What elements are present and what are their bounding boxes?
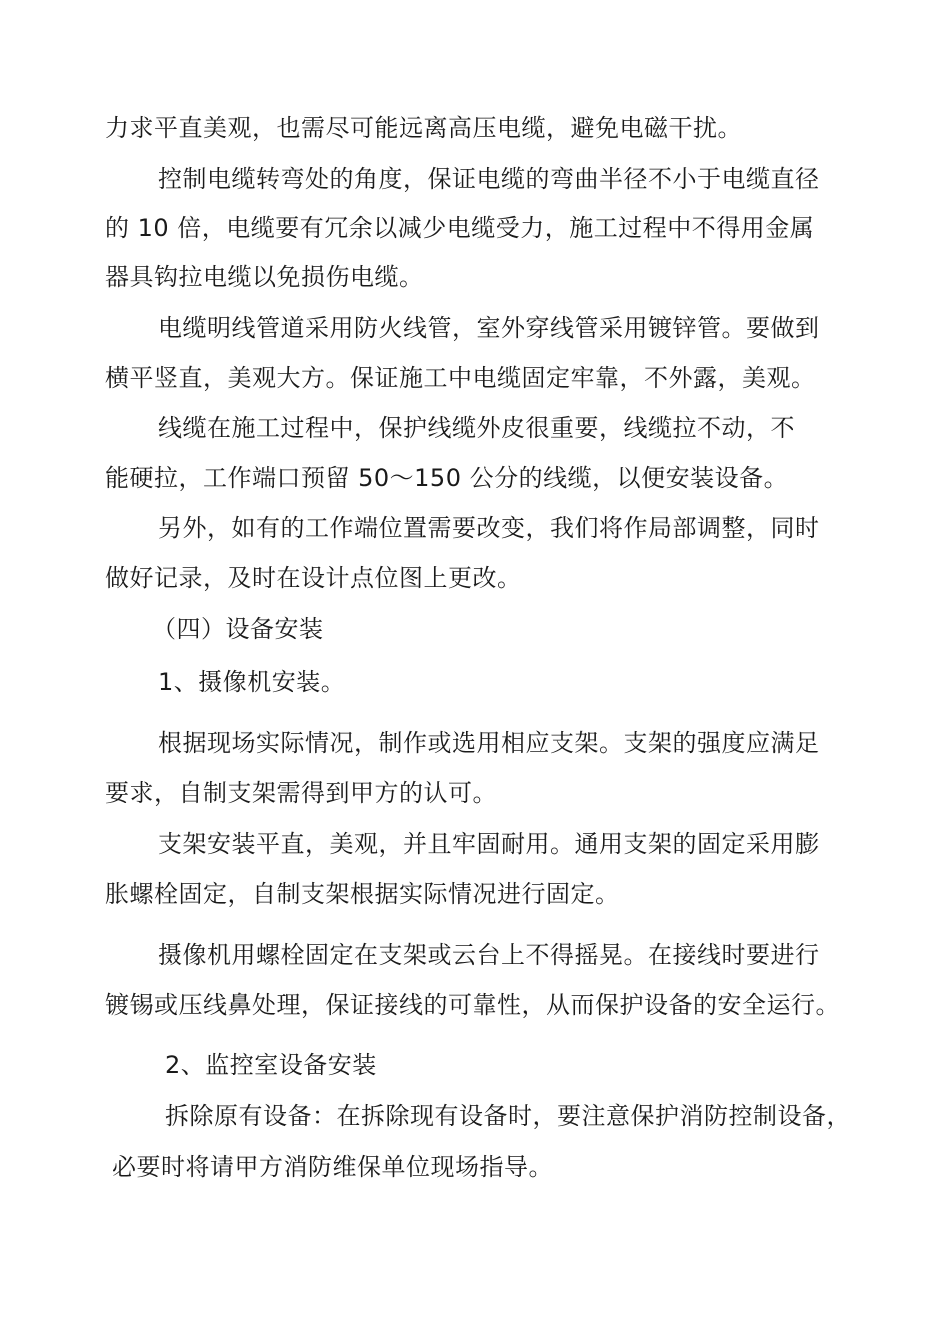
text-line: 电缆明线管道采用防火线管，室外穿线管采用镀锌管。要做到: [158, 314, 820, 342]
text-line: 根据现场实际情况，制作或选用相应支架。支架的强度应满足: [158, 729, 820, 757]
text-line: 做好记录，及时在设计点位图上更改。: [105, 564, 522, 592]
subsection-heading: 2、监控室设备安装: [165, 1051, 377, 1079]
text-line: 器具钩拉电缆以免损伤电缆。: [105, 263, 424, 291]
text-line: 镀锡或压线鼻处理，保证接线的可靠性，从而保护设备的安全运行。: [105, 991, 840, 1019]
text-line: 横平竖直，美观大方。保证施工中电缆固定牢靠，不外露，美观。: [105, 364, 816, 392]
text-line: 支架安装平直，美观，并且牢固耐用。通用支架的固定采用膨: [158, 830, 820, 858]
text-line: 力求平直美观，也需尽可能远离高压电缆，避免电磁干扰。: [105, 114, 742, 142]
text-line: 胀螺栓固定，自制支架根据实际情况进行固定。: [105, 880, 620, 908]
text-line: 另外，如有的工作端位置需要改变，我们将作局部调整，同时: [158, 514, 820, 542]
subsection-heading: 1、摄像机安装。: [158, 668, 346, 696]
text-line: 摄像机用螺栓固定在支架或云台上不得摇晃。在接线时要进行: [158, 941, 820, 969]
text-line: 拆除原有设备：在拆除现有设备时，要注意保护消防控制设备，: [165, 1102, 851, 1130]
text-line: 必要时将请甲方消防维保单位现场指导。: [112, 1153, 553, 1181]
section-heading: （四）设备安装: [152, 615, 324, 643]
text-line: 要求，自制支架需得到甲方的认可。: [105, 779, 497, 807]
text-line: 线缆在施工过程中，保护线缆外皮很重要，线缆拉不动，不: [158, 414, 795, 442]
text-line: 的 10 倍，电缆要有冗余以减少电缆受力，施工过程中不得用金属: [105, 214, 815, 242]
text-line: 控制电缆转弯处的角度，保证电缆的弯曲半径不小于电缆直径: [158, 165, 820, 193]
text-line: 能硬拉，工作端口预留 50～150 公分的线缆，以便安装设备。: [105, 464, 789, 492]
